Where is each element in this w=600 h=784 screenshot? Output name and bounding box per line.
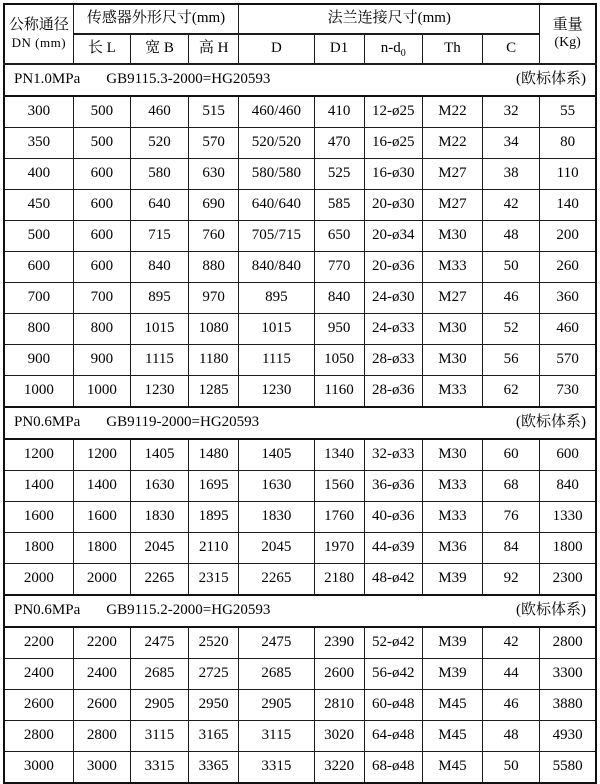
cell-nd: 60-ø48 [364, 690, 422, 721]
cell-c: 32 [483, 96, 540, 128]
cell-c: 34 [483, 128, 540, 159]
table-row [4, 221, 596, 252]
cell-weight: 460 [540, 314, 596, 345]
cell-height: 2110 [189, 533, 239, 564]
table-row [4, 128, 596, 159]
table-header [4, 4, 596, 64]
col-header-c: C [483, 34, 540, 64]
cell-height: 1180 [189, 345, 239, 376]
cell-length: 1600 [73, 502, 130, 533]
section-header-cell [4, 407, 596, 439]
cell-length: 600 [73, 221, 130, 252]
cell-th: M33 [422, 252, 482, 283]
cell-dn: 450 [4, 190, 73, 221]
cell-width: 3115 [130, 721, 188, 752]
cell-d1: 1970 [314, 533, 364, 564]
weight-column-header [540, 4, 596, 64]
section-pressure-label: PN1.0MPa [14, 71, 81, 88]
cell-length: 3000 [73, 752, 130, 784]
cell-d: 1015 [239, 314, 314, 345]
section-standard-label: GB9115.3-2000=HG20593 [106, 71, 271, 88]
cell-height: 3365 [189, 752, 239, 784]
cell-width: 2265 [130, 564, 188, 596]
cell-th: M33 [422, 471, 482, 502]
cell-th: M33 [422, 376, 482, 408]
cell-d: 2265 [239, 564, 314, 596]
cell-d: 1630 [239, 471, 314, 502]
cell-weight: 2300 [540, 564, 596, 596]
cell-nd: 16-ø30 [364, 159, 422, 190]
cell-dn: 2200 [4, 627, 73, 659]
cell-d1: 470 [314, 128, 364, 159]
cell-width: 1830 [130, 502, 188, 533]
col-header-d1: D1 [314, 34, 364, 64]
cell-d: 1830 [239, 502, 314, 533]
cell-weight: 55 [540, 96, 596, 128]
weight-subtitle: (Kg) [554, 35, 581, 51]
cell-length: 1200 [73, 439, 130, 471]
table-row [4, 752, 596, 784]
cell-d: 1115 [239, 345, 314, 376]
cell-d1: 585 [314, 190, 364, 221]
header-row-groups [4, 4, 596, 34]
cell-d1: 950 [314, 314, 364, 345]
cell-c: 92 [483, 564, 540, 596]
table-row [4, 96, 596, 128]
cell-weight: 3880 [540, 690, 596, 721]
section-header-row [4, 407, 596, 439]
cell-height: 515 [189, 96, 239, 128]
cell-th: M22 [422, 128, 482, 159]
cell-c: 38 [483, 159, 540, 190]
weight-title: 重量 [552, 16, 583, 33]
cell-d: 705/715 [239, 221, 314, 252]
cell-width: 895 [130, 283, 188, 314]
cell-weight: 1800 [540, 533, 596, 564]
section-header-row [4, 64, 596, 96]
cell-nd: 20-ø36 [364, 252, 422, 283]
cell-nd: 20-ø34 [364, 221, 422, 252]
cell-d: 840/840 [239, 252, 314, 283]
cell-nd: 68-ø48 [364, 752, 422, 784]
cell-height: 2520 [189, 627, 239, 659]
cell-length: 2000 [73, 564, 130, 596]
cell-th: M30 [422, 439, 482, 471]
section-system-label: (欧标体系) [516, 414, 586, 431]
cell-d1: 2390 [314, 627, 364, 659]
cell-d: 460/460 [239, 96, 314, 128]
cell-weight: 600 [540, 439, 596, 471]
cell-nd: 40-ø36 [364, 502, 422, 533]
cell-length: 2800 [73, 721, 130, 752]
cell-d: 1405 [239, 439, 314, 471]
cell-dn: 2400 [4, 659, 73, 690]
cell-weight: 2800 [540, 627, 596, 659]
cell-c: 48 [483, 721, 540, 752]
cell-width: 1405 [130, 439, 188, 471]
cell-th: M45 [422, 752, 482, 784]
cell-th: M27 [422, 283, 482, 314]
cell-length: 2200 [73, 627, 130, 659]
cell-height: 1080 [189, 314, 239, 345]
cell-length: 1000 [73, 376, 130, 408]
cell-dn: 3000 [4, 752, 73, 784]
cell-d1: 770 [314, 252, 364, 283]
cell-c: 42 [483, 190, 540, 221]
cell-height: 570 [189, 128, 239, 159]
dn-subtitle: DN (mm) [11, 35, 67, 51]
table-row [4, 345, 596, 376]
cell-th: M45 [422, 690, 482, 721]
cell-d1: 840 [314, 283, 364, 314]
cell-dn: 1000 [4, 376, 73, 408]
cell-th: M39 [422, 627, 482, 659]
cell-width: 715 [130, 221, 188, 252]
cell-width: 1115 [130, 345, 188, 376]
cell-dn: 2800 [4, 721, 73, 752]
table-row [4, 314, 596, 345]
section-standard-label: GB9119-2000=HG20593 [106, 414, 260, 431]
cell-height: 970 [189, 283, 239, 314]
table-row [4, 564, 596, 596]
cell-c: 50 [483, 752, 540, 784]
cell-th: M30 [422, 221, 482, 252]
cell-d: 3115 [239, 721, 314, 752]
cell-height: 880 [189, 252, 239, 283]
cell-length: 2600 [73, 690, 130, 721]
col-header-width: 宽 B [130, 34, 188, 64]
cell-length: 500 [73, 128, 130, 159]
section-header-cell [4, 595, 596, 627]
cell-weight: 110 [540, 159, 596, 190]
cell-height: 1695 [189, 471, 239, 502]
cell-d1: 410 [314, 96, 364, 128]
cell-dn: 350 [4, 128, 73, 159]
table-row [4, 471, 596, 502]
cell-nd: 56-ø42 [364, 659, 422, 690]
table-row [4, 159, 596, 190]
cell-nd: 52-ø42 [364, 627, 422, 659]
sensor-group-header: 传感器外形尺寸(mm) [73, 4, 239, 34]
cell-c: 76 [483, 502, 540, 533]
cell-length: 1400 [73, 471, 130, 502]
cell-height: 1895 [189, 502, 239, 533]
col-header-height: 高 H [189, 34, 239, 64]
cell-nd: 24-ø30 [364, 283, 422, 314]
cell-nd: 12-ø25 [364, 96, 422, 128]
cell-d: 640/640 [239, 190, 314, 221]
cell-nd: 16-ø25 [364, 128, 422, 159]
nd-label: n-d [380, 40, 401, 57]
col-header-nd [364, 34, 422, 64]
cell-weight: 840 [540, 471, 596, 502]
cell-d1: 3220 [314, 752, 364, 784]
cell-length: 600 [73, 190, 130, 221]
cell-height: 2950 [189, 690, 239, 721]
cell-width: 2045 [130, 533, 188, 564]
cell-dn: 1600 [4, 502, 73, 533]
table-row [4, 690, 596, 721]
cell-width: 460 [130, 96, 188, 128]
cell-nd: 44-ø39 [364, 533, 422, 564]
cell-th: M27 [422, 190, 482, 221]
cell-th: M27 [422, 159, 482, 190]
cell-width: 840 [130, 252, 188, 283]
cell-d1: 2180 [314, 564, 364, 596]
cell-c: 48 [483, 221, 540, 252]
table-row [4, 283, 596, 314]
cell-length: 800 [73, 314, 130, 345]
flowmeter-dimension-table [3, 3, 597, 784]
cell-c: 50 [483, 252, 540, 283]
cell-length: 900 [73, 345, 130, 376]
table-row [4, 533, 596, 564]
cell-width: 1015 [130, 314, 188, 345]
cell-d1: 3020 [314, 721, 364, 752]
cell-d: 895 [239, 283, 314, 314]
cell-d1: 1560 [314, 471, 364, 502]
cell-length: 700 [73, 283, 130, 314]
cell-nd: 20-ø30 [364, 190, 422, 221]
cell-d: 2045 [239, 533, 314, 564]
table-row [4, 627, 596, 659]
cell-th: M39 [422, 659, 482, 690]
cell-d1: 1050 [314, 345, 364, 376]
col-header-th: Th [422, 34, 482, 64]
cell-th: M30 [422, 314, 482, 345]
cell-dn: 1400 [4, 471, 73, 502]
col-header-length: 长 L [73, 34, 130, 64]
cell-dn: 400 [4, 159, 73, 190]
section-system-label: (欧标体系) [516, 602, 586, 619]
cell-height: 2315 [189, 564, 239, 596]
cell-d: 2685 [239, 659, 314, 690]
cell-c: 56 [483, 345, 540, 376]
cell-th: M39 [422, 564, 482, 596]
cell-c: 44 [483, 659, 540, 690]
cell-width: 1630 [130, 471, 188, 502]
section-pressure-label: PN0.6MPa [14, 414, 81, 431]
cell-weight: 730 [540, 376, 596, 408]
table-row [4, 376, 596, 408]
cell-dn: 700 [4, 283, 73, 314]
cell-width: 520 [130, 128, 188, 159]
cell-dn: 900 [4, 345, 73, 376]
cell-length: 2400 [73, 659, 130, 690]
cell-weight: 4930 [540, 721, 596, 752]
cell-dn: 800 [4, 314, 73, 345]
flange-group-header: 法兰连接尺寸(mm) [239, 4, 540, 34]
cell-d: 2475 [239, 627, 314, 659]
cell-length: 600 [73, 252, 130, 283]
cell-weight: 1330 [540, 502, 596, 533]
cell-width: 2685 [130, 659, 188, 690]
cell-dn: 1800 [4, 533, 73, 564]
cell-weight: 3300 [540, 659, 596, 690]
cell-c: 84 [483, 533, 540, 564]
cell-height: 1480 [189, 439, 239, 471]
section-header-cell [4, 64, 596, 96]
cell-d: 580/580 [239, 159, 314, 190]
cell-height: 760 [189, 221, 239, 252]
cell-nd: 48-ø42 [364, 564, 422, 596]
cell-c: 52 [483, 314, 540, 345]
cell-c: 68 [483, 471, 540, 502]
cell-d1: 1340 [314, 439, 364, 471]
cell-nd: 28-ø33 [364, 345, 422, 376]
dn-title: 公称通径 [8, 16, 69, 33]
cell-d1: 2810 [314, 690, 364, 721]
cell-nd: 36-ø36 [364, 471, 422, 502]
cell-height: 1285 [189, 376, 239, 408]
cell-weight: 570 [540, 345, 596, 376]
cell-th: M30 [422, 345, 482, 376]
cell-weight: 80 [540, 128, 596, 159]
cell-d1: 525 [314, 159, 364, 190]
cell-dn: 2600 [4, 690, 73, 721]
cell-width: 580 [130, 159, 188, 190]
cell-dn: 2000 [4, 564, 73, 596]
section-pressure-label: PN0.6MPa [14, 602, 81, 619]
col-header-d: D [239, 34, 314, 64]
cell-c: 46 [483, 283, 540, 314]
cell-weight: 360 [540, 283, 596, 314]
table-body [4, 64, 596, 783]
header-row-subcolumns [4, 34, 596, 64]
cell-dn: 600 [4, 252, 73, 283]
dn-column-header [4, 4, 73, 64]
section-system-label: (欧标体系) [516, 71, 586, 88]
table-row [4, 190, 596, 221]
table-row [4, 659, 596, 690]
cell-c: 46 [483, 690, 540, 721]
cell-th: M36 [422, 533, 482, 564]
cell-c: 62 [483, 376, 540, 408]
nd-subscript: 0 [400, 48, 406, 60]
cell-th: M33 [422, 502, 482, 533]
cell-d1: 1760 [314, 502, 364, 533]
table-row [4, 721, 596, 752]
cell-weight: 200 [540, 221, 596, 252]
cell-weight: 260 [540, 252, 596, 283]
table-row [4, 502, 596, 533]
cell-d: 1230 [239, 376, 314, 408]
cell-length: 1800 [73, 533, 130, 564]
cell-d: 3315 [239, 752, 314, 784]
cell-height: 3165 [189, 721, 239, 752]
cell-height: 690 [189, 190, 239, 221]
cell-d: 2905 [239, 690, 314, 721]
cell-nd: 64-ø48 [364, 721, 422, 752]
cell-nd: 24-ø33 [364, 314, 422, 345]
cell-d1: 650 [314, 221, 364, 252]
cell-th: M22 [422, 96, 482, 128]
table-row [4, 439, 596, 471]
cell-nd: 28-ø36 [364, 376, 422, 408]
cell-width: 1230 [130, 376, 188, 408]
cell-dn: 300 [4, 96, 73, 128]
section-standard-label: GB9115.2-2000=HG20593 [106, 602, 271, 619]
cell-weight: 140 [540, 190, 596, 221]
cell-length: 600 [73, 159, 130, 190]
cell-c: 60 [483, 439, 540, 471]
cell-height: 630 [189, 159, 239, 190]
cell-width: 640 [130, 190, 188, 221]
cell-th: M45 [422, 721, 482, 752]
table-row [4, 252, 596, 283]
cell-dn: 500 [4, 221, 73, 252]
cell-width: 2905 [130, 690, 188, 721]
section-header-row [4, 595, 596, 627]
cell-width: 3315 [130, 752, 188, 784]
cell-d1: 1160 [314, 376, 364, 408]
cell-d1: 2600 [314, 659, 364, 690]
cell-d: 520/520 [239, 128, 314, 159]
cell-length: 500 [73, 96, 130, 128]
cell-height: 2725 [189, 659, 239, 690]
cell-dn: 1200 [4, 439, 73, 471]
cell-c: 42 [483, 627, 540, 659]
cell-width: 2475 [130, 627, 188, 659]
cell-weight: 5580 [540, 752, 596, 784]
cell-nd: 32-ø33 [364, 439, 422, 471]
